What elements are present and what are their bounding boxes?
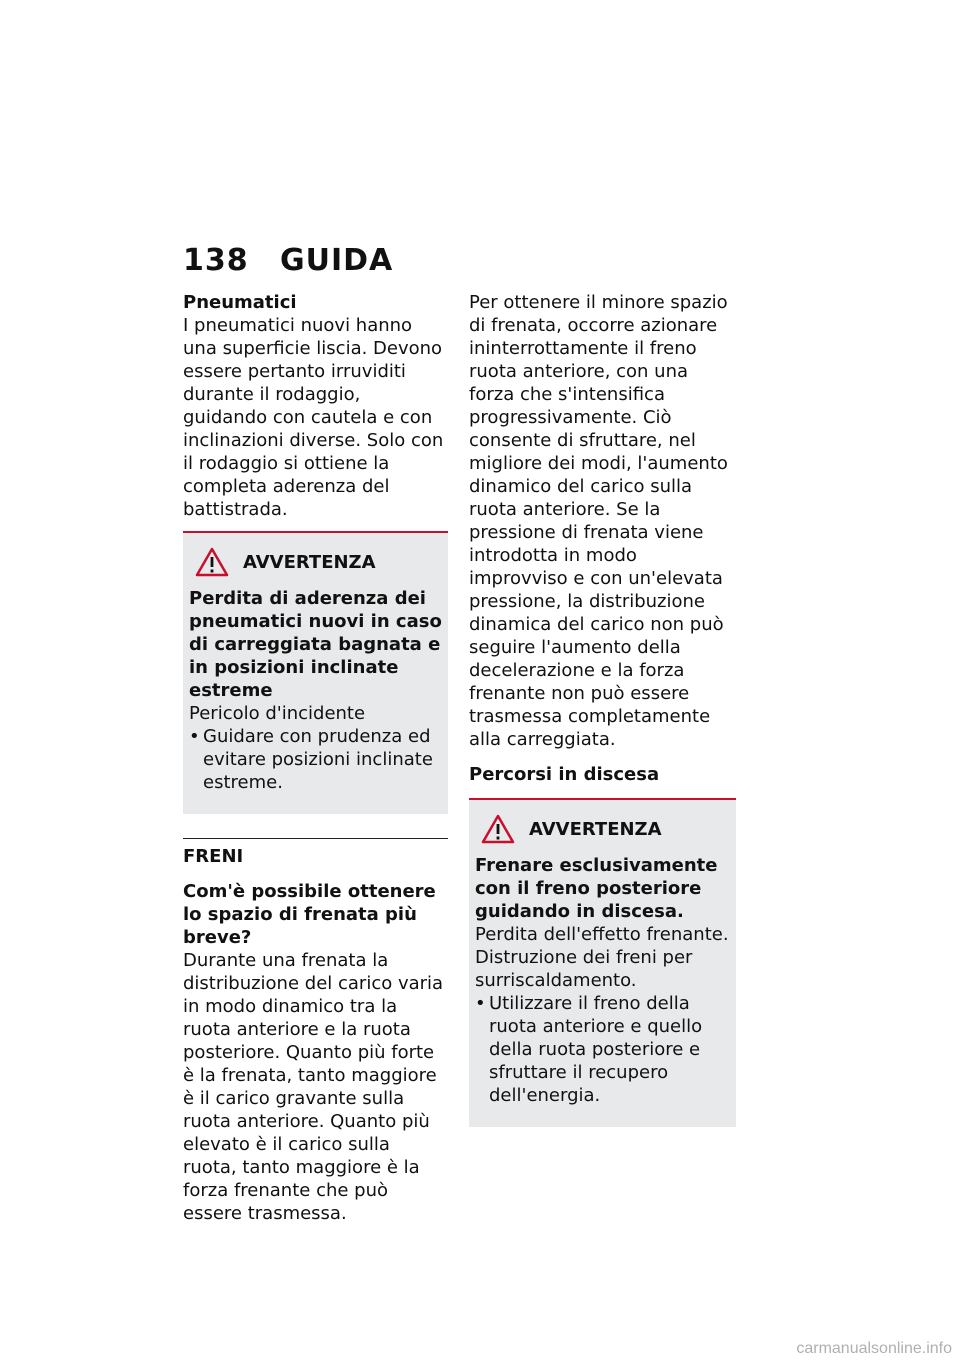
freni-heading: FRENI — [183, 846, 244, 867]
freni-body: Durante una frenata la distribuzione del carico varia in modo dinamico tra la ruota anteriore e la ruota posteriore. Quanto più forte è la frenata, tanto maggiore è il carico gravante sulla ruota anteriore. Quanto più elevato è il carico sulla ruota, tanto maggiore è la forza frenante che può essere trasmessa. — [183, 950, 444, 1224]
warning-box-descent — [469, 798, 736, 1127]
warning-header — [189, 547, 442, 577]
warning-header — [475, 814, 730, 844]
warning-label: AVVERTENZA — [529, 818, 662, 840]
discesa-heading: Percorsi in discesa — [469, 764, 660, 785]
pneumatici-heading: Pneumatici — [183, 292, 297, 313]
warning-instruction: Utilizzare il freno della ruota anteriore e quello della ruota posteriore e sfruttare il recupero dell'energia. — [489, 993, 703, 1106]
freni-question: Com'è possibile ottenere lo spazio di frenata più breve? — [183, 881, 436, 948]
warning-instruction: Guidare con prudenza ed evitare posizioni inclinate estreme. — [203, 726, 433, 793]
bullet-dot: • — [189, 726, 200, 747]
left-column — [183, 291, 448, 1225]
warning-risk-2: Distruzione dei freni per surriscaldamento. — [475, 947, 693, 991]
warning-box-tyres — [183, 531, 448, 814]
braking-body: Per ottenere il minore spazio di frenata, occorre azionare ininterrottamente il freno ruota anteriore, con una forza che s'intensifica progressivamente. Ciò consente di sfruttare, nel migliore dei modi, l'aumento dinamico del carico sulla ruota anteriore. Se la pressione di frenata viene introdotta in modo improvviso e con un'elevata pressione, la distribuzione dinamica del carico non può seguire l'aumento della decelerazione e la forza frenante non può essere trasmessa completamente alla carreggiata. — [469, 292, 728, 750]
warning-title: Frenare esclusivamente con il freno posteriore guidando in discesa. — [475, 855, 718, 922]
bullet-dot: • — [475, 993, 486, 1014]
freni-section — [183, 838, 448, 1225]
warning-risk-1: Perdita dell'effetto frenante. — [475, 924, 729, 945]
warning-triangle-icon — [481, 814, 515, 844]
list-item — [475, 992, 730, 1107]
warning-title: Perdita di aderenza dei pneumatici nuovi in caso di carreggiata bagnata e in posizioni inclinate estreme — [189, 588, 442, 701]
watermark: carmanualsonline.info — [796, 1340, 952, 1357]
pneumatici-body: I pneumatici nuovi hanno una superficie liscia. Devono essere pertanto irruviditi durante il rodaggio, guidando con cautela e con inclinazioni diverse. Solo con il rodaggio si ottiene la completa aderenza del battistrada. — [183, 315, 444, 520]
section-title: GUIDA — [280, 243, 394, 278]
list-item — [189, 725, 442, 794]
warning-triangle-icon — [195, 547, 229, 577]
warning-label: AVVERTENZA — [243, 551, 376, 573]
page-number: 138 — [183, 243, 249, 278]
page-header — [183, 243, 393, 278]
warning-risk: Pericolo d'incidente — [189, 703, 366, 724]
right-column — [469, 291, 736, 1127]
